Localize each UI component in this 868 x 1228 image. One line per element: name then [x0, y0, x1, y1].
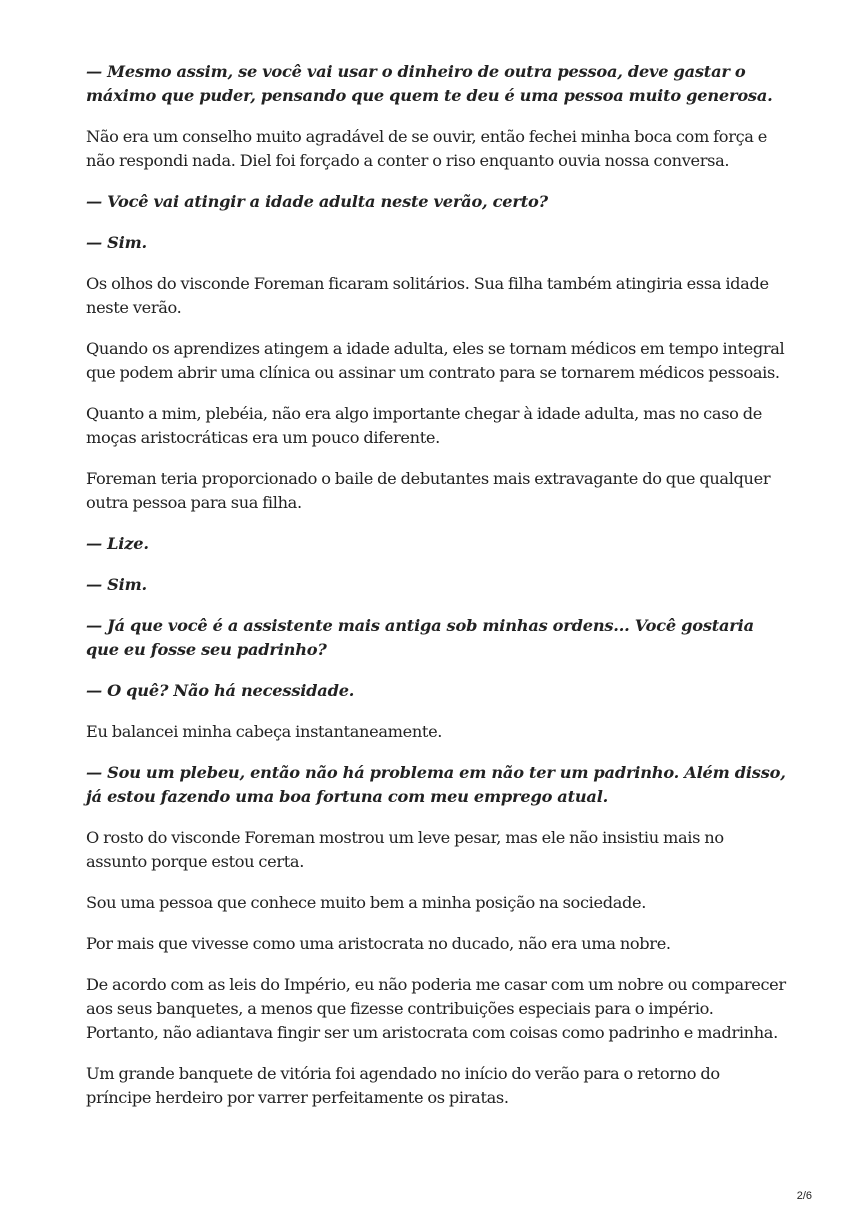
dialogue-paragraph: — Já que você é a assistente mais antiga sob minhas ordens... Você gostaria que eu fosse seu padrinho? — [86, 616, 754, 659]
dialogue-paragraph: — Sou um plebeu, então não há problema em não ter um padrinho. Além disso, já estou fazendo uma boa fortuna com meu emprego atual. — [86, 763, 786, 806]
narration-paragraph: O rosto do visconde Foreman mostrou um leve pesar, mas ele não insistiu mais no assunto porque estou certa. — [86, 828, 724, 871]
narration-paragraph: Quando os aprendizes atingem a idade adulta, eles se tornam médicos em tempo integral que podem abrir uma clínica ou assinar um contrato para se tornarem médicos pessoais. — [86, 339, 785, 382]
dialogue-paragraph: — Sim. — [86, 233, 147, 252]
dialogue-paragraph: — Lize. — [86, 534, 149, 553]
page-number: 2/6 — [796, 1190, 812, 1202]
narration-paragraph: De acordo com as leis do Império, eu não poderia me casar com um nobre ou comparecer aos seus banquetes, a menos que fizesse contribuições especiais para o império. Portanto, não adiantava fingir ser um aristocrata com coisas como padrinho e madrinha. — [86, 975, 786, 1042]
narration-paragraph: Quanto a mim, plebéia, não era algo importante chegar à idade adulta, mas no caso de moças aristocráticas era um pouco diferente. — [86, 404, 762, 447]
narration-paragraph: Os olhos do visconde Foreman ficaram solitários. Sua filha também atingiria essa idade neste verão. — [86, 274, 769, 317]
narration-paragraph: Não era um conselho muito agradável de se ouvir, então fechei minha boca com força e não respondi nada. Diel foi forçado a conter o riso enquanto ouvia nossa conversa. — [86, 127, 768, 170]
dialogue-paragraph: — Você vai atingir a idade adulta neste verão, certo? — [86, 192, 548, 211]
dialogue-paragraph: — Mesmo assim, se você vai usar o dinheiro de outra pessoa, deve gastar o máximo que puder, pensando que quem te deu é uma pessoa muito generosa. — [86, 62, 773, 105]
narration-paragraph: Eu balancei minha cabeça instantaneamente. — [86, 722, 443, 741]
narration-paragraph: Sou uma pessoa que conhece muito bem a minha posição na sociedade. — [86, 893, 647, 912]
narration-paragraph: Por mais que vivesse como uma aristocrata no ducado, não era uma nobre. — [86, 934, 671, 953]
document-body — [86, 60, 786, 1127]
narration-paragraph: Um grande banquete de vitória foi agendado no início do verão para o retorno do príncipe herdeiro por varrer perfeitamente os piratas. — [86, 1064, 720, 1107]
narration-paragraph: Foreman teria proporcionado o baile de debutantes mais extravagante do que qualquer outra pessoa para sua filha. — [86, 469, 771, 512]
dialogue-paragraph: — Sim. — [86, 575, 147, 594]
dialogue-paragraph: — O quê? Não há necessidade. — [86, 681, 355, 700]
